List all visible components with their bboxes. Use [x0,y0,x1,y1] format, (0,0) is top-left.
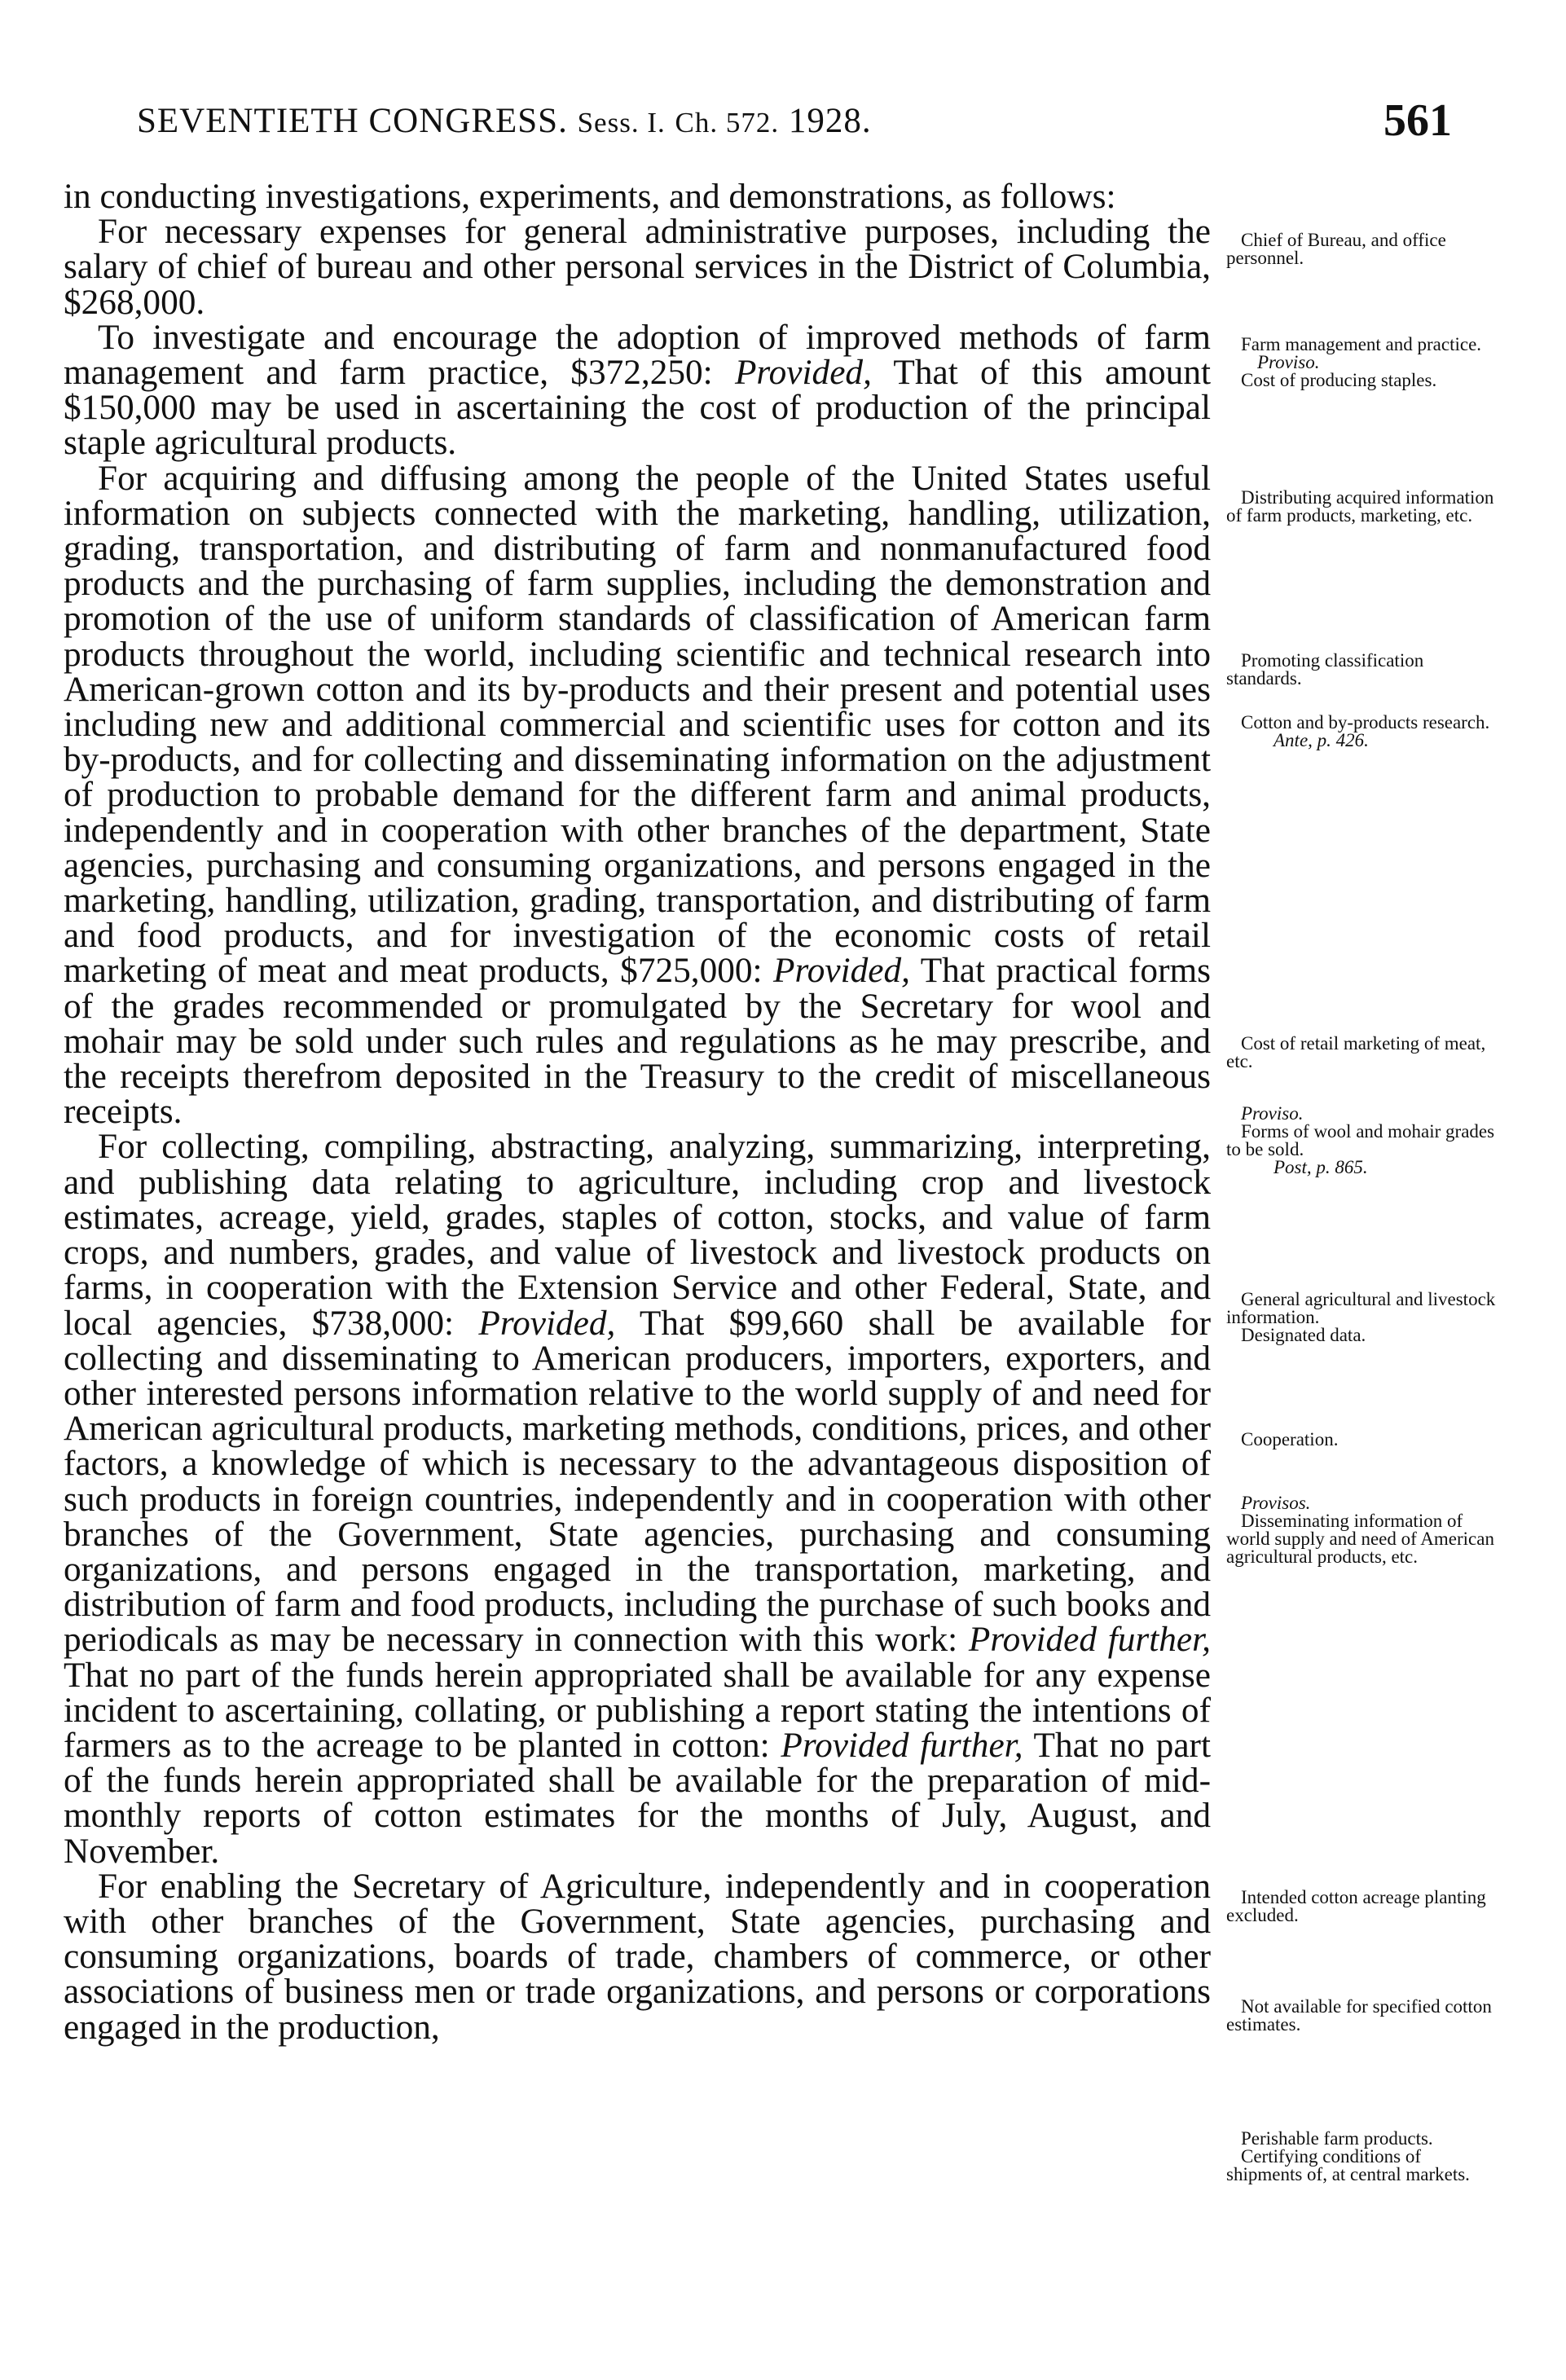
margin-note-classification-standards [1226,652,1499,688]
margin-note-text: Farm management and practice. [1241,334,1482,354]
marketing-text: For acquiring and diffusing among the people of the United States useful information on subjects connected with the marketing, handling, utilization, grading, transportation, and distributing of farm and nonmanufactured food products and the purchasing of farm supplies, including the demonstration and promotion of the use of uniform standards of classification of American farm products throughout the world, including scientific and technical research into American-grown cotton and its by-products and their present and potential uses including new and additional commercial and scientific uses for cotton and its by-products, and for collecting and disseminating information on the adjustment of production to probable demand for the different farm and animal products, independently and in cooperation with other branches of the department, State agencies, purchasing and consuming organizations, and persons engaged in the marketing, handling, utilization, grading, transportation, and distributing of farm and food products, and for investigation of the economic costs of retail marketing of meat and meat products, $725,000: [64,458,1211,991]
margin-note-text: Not available for specified cotton estimates. [1226,1996,1492,2035]
page-number: 561 [1383,95,1452,146]
margin-note-cotton-research [1226,714,1499,750]
margin-note-text: Distributing acquired information of farm products, marketing, etc. [1226,487,1494,526]
farm-management-proviso-text: That of this amount $150,000 may be used in ascertaining the cost of production of the principal staple agricultural products. [64,353,1212,463]
margin-note-text: Intended cotton acreage planting excluded. [1226,1887,1486,1925]
provided-italic: Provided, [734,353,872,393]
crop-estimates-proviso-text: That $99,660 shall be available for collecting and disseminating to American producers, importers, exporters, and other interested persons information relative to the world supply of and need for American agricultural products, marketing methods, conditions, prices, and other factors, a knowledge of which is necessary to the advantageous disposition of such products in foreign countries, independently and in cooperation with other branches of the Government, State agencies, purchasing and consuming organizations, and persons engaged in the transportation, marketing, and distribution of farm and food products, including the purchase of such books and periodicals as may be necessary in connection with this work: [64,1303,1212,1660]
paragraph-administrative [64,214,1211,320]
margin-note-farm-management [1226,336,1499,389]
provided-further-italic: Provided further, [968,1620,1211,1660]
paragraph-perishable-products [64,1866,1211,2047]
cotton-estimates-text: That no part of the funds herein appropriated shall be available for the preparation of mid-monthly reports of cotton estimates for the months of July, August, and November. [64,1725,1211,1871]
margin-note-text: Cost of producing staples. [1241,370,1437,390]
margin-note-cotton-estimates [1226,1998,1499,2034]
marketing-proviso-text: That practical forms of the grades recommended or promulgated by the Secretary for wool and mohair may be sold under such rules and regulations as he may prescribe, and the receipts therefrom deposited in the Treasury to the credit of miscellaneous receipts. [64,951,1212,1132]
margin-note-agricultural-information [1226,1291,1499,1344]
provided-further-italic: Provided further, [781,1725,1023,1765]
statute-text [64,179,1211,2045]
margin-note-citation: Ante, p. 426. [1273,730,1369,750]
margin-note-cooperation [1226,1431,1499,1449]
margin-note-citation: Post, p. 865. [1273,1157,1368,1177]
margin-note-text: Certifying conditions of shipments of, at central markets. [1226,2146,1470,2184]
margin-note-text: Designated data. [1241,1325,1366,1345]
provided-italic: Provided, [478,1303,616,1343]
margin-note-world-supply [1226,1494,1499,1566]
running-head-chapter: Ch. 572. [675,107,780,139]
margin-note-perishable-products [1226,2130,1499,2184]
margin-note-cotton-acreage [1226,1889,1499,1925]
running-head-session: Sess. I. [577,107,666,139]
margin-note-text: Forms of wool and mohair grades to be sold. [1226,1121,1495,1159]
margin-note-text: Cotton and by-products research. [1241,712,1490,732]
margin-note-proviso: Proviso. [1257,352,1320,372]
paragraph-farm-management [64,317,1212,463]
paragraph-crop-estimates [64,1127,1212,1871]
running-head-year: 1928. [788,102,872,140]
margin-note-provisos: Provisos. [1241,1493,1311,1513]
margin-note-text: Cost of retail marketing of meat, etc. [1226,1033,1486,1071]
margin-note-text: Cooperation. [1241,1429,1339,1450]
running-head-congress: SEVENTIETH CONGRESS. [137,102,568,140]
paragraph-intro [64,179,1211,214]
margin-note-wool-mohair [1226,1105,1499,1177]
provided-italic: Provided, [773,951,910,991]
paragraph-marketing [64,458,1212,1132]
margin-note-chief-of-bureau [1226,231,1499,267]
margin-note-distributing-information [1226,489,1499,525]
farm-management-text: To investigate and encourage the adoption of improved methods of farm management and farm practice, $372,250: [64,317,1211,393]
margin-note-text: Disseminating information of world supply and need of American agricultural products, etc. [1226,1511,1494,1567]
perishable-products-text: For enabling the Secretary of Agriculture, independently and in cooperation with other branches of the Government, State agencies, purchasing and consuming organizations, boards of trade, chambers of commerce, or other associations of business men or trade organizations, and persons or corporations engaged in the production, [64,1866,1211,2047]
cotton-acreage-text: That no part of the funds herein appropriated shall be available for any expense incident to ascertaining, collating, or publishing a report stating the intentions of farmers as to the acreage to be planted in cotton: [64,1655,1211,1765]
margin-note-text: Promoting classification standards. [1226,650,1424,688]
running-head [137,101,872,141]
margin-note-retail-marketing [1226,1035,1499,1071]
margin-note-text: Chief of Bureau, and office personnel. [1226,230,1446,268]
margin-note-proviso: Proviso. [1241,1103,1304,1124]
crop-estimates-text: For collecting, compiling, abstracting, analyzing, summarizing, interpreting, and publishing data relating to agriculture, including crop and livestock estimates, acreage, yield, grades, staples of cotton, stocks, and value of farm crops, and numbers, grades, and value of livestock and livestock products on farms, in cooperation with the Extension Service and other Federal, State, and local agencies, $738,000: [64,1127,1211,1343]
page-header [0,95,1566,155]
intro-text: in conducting investigations, experiments, and demonstrations, as follows: [64,177,1116,216]
administrative-text: For necessary expenses for general administrative purposes, including the salary of chief of bureau and other personal services in the District of Columbia, $268,000. [64,212,1211,322]
margin-note-text: General agricultural and livestock information. [1226,1289,1496,1327]
margin-note-text: Perishable farm products. [1241,2128,1433,2149]
